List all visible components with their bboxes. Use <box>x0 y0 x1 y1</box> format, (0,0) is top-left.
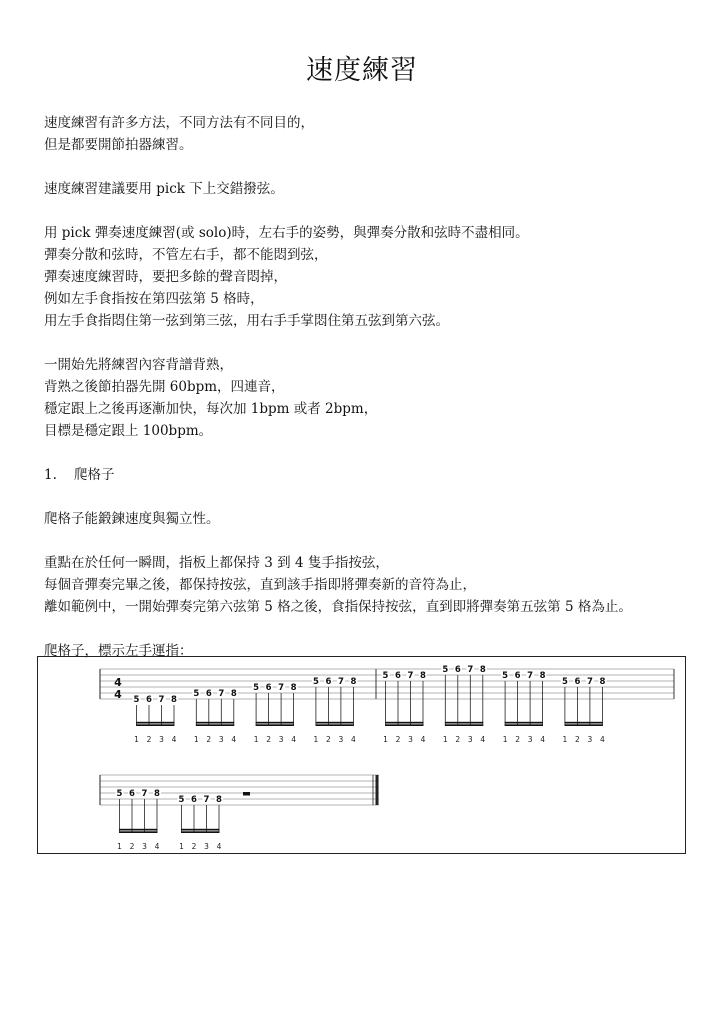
paragraph-line: 穩定跟上之後再逐漸加快，每次加 1bpm 或者 2bpm， <box>44 401 378 417</box>
beam <box>256 722 294 724</box>
paragraph-line: 例如左手食指按在第四弦第 5 格時， <box>44 291 264 307</box>
paragraph-line: 但是都要開節拍器練習。 <box>44 137 193 153</box>
fret-number: 5 <box>116 789 123 799</box>
tab-caption: 爬格子，標示左手運指： <box>44 643 193 659</box>
beam <box>119 829 157 831</box>
finger-number: 2 <box>191 842 197 851</box>
beam <box>316 722 354 724</box>
finger-number: 2 <box>575 735 580 744</box>
paragraph-line: 彈奏速度練習時，要把多餘的聲音悶掉， <box>44 269 287 285</box>
fret-number: 5 <box>133 695 140 705</box>
beam <box>565 724 603 726</box>
fret-number: 5 <box>502 671 509 681</box>
finger-number: 1 <box>179 842 184 851</box>
beam <box>196 722 234 724</box>
fret-number: 5 <box>193 689 200 699</box>
fret-number: 6 <box>129 789 135 799</box>
paragraph-line: 用 pick 彈奏速度練習(或 solo)時，左右手的姿勢，與彈奏分散和弦時不盡相同。 <box>44 225 529 241</box>
finger-number: 4 <box>291 735 296 744</box>
paragraph-line: 重點在於任何一瞬間，指板上都保持 3 到 4 隻手指按弦， <box>44 555 389 571</box>
fret-number: 7 <box>527 671 534 681</box>
finger-number: 4 <box>420 735 426 744</box>
fret-number: 8 <box>350 677 357 687</box>
paragraph-line: 用左手食指悶住第一弦到第三弦，用右手手掌悶住第五弦到第六弦。 <box>44 313 449 329</box>
fret-number: 8 <box>599 677 606 687</box>
finger-number: 4 <box>540 735 545 744</box>
finger-number: 1 <box>383 735 388 744</box>
finger-number: 2 <box>395 735 401 744</box>
finger-number: 2 <box>326 735 331 744</box>
finger-number: 2 <box>266 735 271 744</box>
fret-number: 7 <box>218 689 225 699</box>
beam <box>316 724 354 726</box>
fret-number: 6 <box>191 795 197 805</box>
finger-number: 1 <box>562 735 568 744</box>
fret-number: 7 <box>586 677 593 687</box>
beam <box>505 722 543 724</box>
beam <box>136 724 174 726</box>
beam <box>565 722 603 724</box>
fret-number: 8 <box>420 671 426 681</box>
beam <box>256 724 294 726</box>
paragraph-line: 背熟之後節拍器先開 60bpm，四連音， <box>44 379 285 395</box>
fret-number: 5 <box>561 677 568 687</box>
half-rest <box>243 792 250 796</box>
beam <box>445 722 483 724</box>
beam <box>136 722 174 724</box>
fret-number: 5 <box>382 671 389 681</box>
beam <box>385 722 423 724</box>
finger-number: 2 <box>146 735 152 744</box>
fret-number: 6 <box>454 665 461 675</box>
tablature-svg <box>38 657 685 853</box>
finger-number: 1 <box>117 842 122 851</box>
finger-number: 4 <box>216 842 222 851</box>
finger-number: 3 <box>467 735 473 744</box>
beam <box>445 724 483 726</box>
fret-number: 5 <box>442 665 449 675</box>
paragraph-line: 速度練習建議要用 pick 下上交錯撥弦。 <box>44 181 284 197</box>
fret-number: 7 <box>141 789 148 799</box>
fret-number: 8 <box>154 789 160 799</box>
finger-number: 3 <box>204 842 209 851</box>
paragraph-line: 一開始先將練習內容背譜背熟， <box>44 357 233 373</box>
finger-number: 1 <box>134 735 139 744</box>
beam <box>119 831 157 833</box>
paragraph-line: 目標是穩定跟上 100bpm。 <box>44 423 213 439</box>
fret-number: 6 <box>265 683 272 693</box>
fret-number: 8 <box>290 683 297 693</box>
finger-number: 2 <box>206 735 212 744</box>
tablature-figure <box>37 656 686 854</box>
beam <box>505 724 543 726</box>
finger-number: 3 <box>278 735 284 744</box>
finger-number: 3 <box>159 735 164 744</box>
fret-number: 8 <box>479 665 486 675</box>
fret-number: 6 <box>146 695 152 705</box>
finger-number: 3 <box>527 735 533 744</box>
fret-number: 6 <box>325 677 332 687</box>
beam <box>181 831 219 833</box>
fret-number: 7 <box>337 677 344 687</box>
fret-number: 8 <box>539 671 546 681</box>
fret-number: 7 <box>407 671 414 681</box>
finger-number: 4 <box>600 735 605 744</box>
fret-number: 7 <box>467 665 474 675</box>
fret-number: 6 <box>514 671 521 681</box>
finger-number: 1 <box>442 735 448 744</box>
finger-number: 3 <box>338 735 344 744</box>
fret-number: 8 <box>216 795 222 805</box>
fret-number: 6 <box>574 677 581 687</box>
finger-number: 2 <box>455 735 461 744</box>
finger-number: 1 <box>313 735 319 744</box>
fret-number: 5 <box>312 677 319 687</box>
finger-number: 3 <box>408 735 413 744</box>
finger-number: 4 <box>351 735 356 744</box>
beam <box>196 724 234 726</box>
finger-number: 3 <box>587 735 593 744</box>
paragraph-line: 速度練習有許多方法，不同方法有不同目的， <box>44 115 314 131</box>
finger-number: 2 <box>515 735 520 744</box>
fret-number: 6 <box>205 689 212 699</box>
finger-number: 1 <box>193 735 199 744</box>
fret-number: 7 <box>278 683 285 693</box>
paragraph-line: 爬格子能鍛鍊速度與獨立性。 <box>44 511 220 527</box>
finger-number: 4 <box>171 735 177 744</box>
beam <box>385 724 423 726</box>
finger-number: 4 <box>480 735 486 744</box>
finger-number: 2 <box>129 842 135 851</box>
beam <box>181 829 219 831</box>
finger-number: 4 <box>154 842 160 851</box>
section-heading: 1. 爬格子 <box>44 467 115 483</box>
finger-number: 1 <box>253 735 259 744</box>
paragraph-line: 每個音彈奏完畢之後，都保持按弦，直到該手指即將彈奏新的音符為止， <box>44 577 476 593</box>
page-title: 速度練習 <box>306 55 418 86</box>
finger-number: 4 <box>231 735 237 744</box>
finger-number: 3 <box>142 842 147 851</box>
fret-number: 8 <box>230 689 237 699</box>
finger-number: 1 <box>502 735 508 744</box>
time-signature-top: 4 <box>114 676 122 689</box>
finger-number: 3 <box>218 735 224 744</box>
fret-number: 7 <box>203 795 210 805</box>
fret-number: 8 <box>171 695 177 705</box>
fret-number: 5 <box>253 683 260 693</box>
fret-number: 5 <box>178 795 185 805</box>
paragraph-line: 彈奏分散和弦時，不管左右手，都不能悶到弦， <box>44 247 328 263</box>
fret-number: 6 <box>395 671 401 681</box>
paragraph-line: 離如範例中，一開始彈奏完第六弦第 5 格之後，食指保持按弦，直到即將彈奏第五弦第 5 格為止。 <box>44 599 632 615</box>
time-signature-bottom: 4 <box>114 688 122 701</box>
fret-number: 7 <box>158 695 165 705</box>
